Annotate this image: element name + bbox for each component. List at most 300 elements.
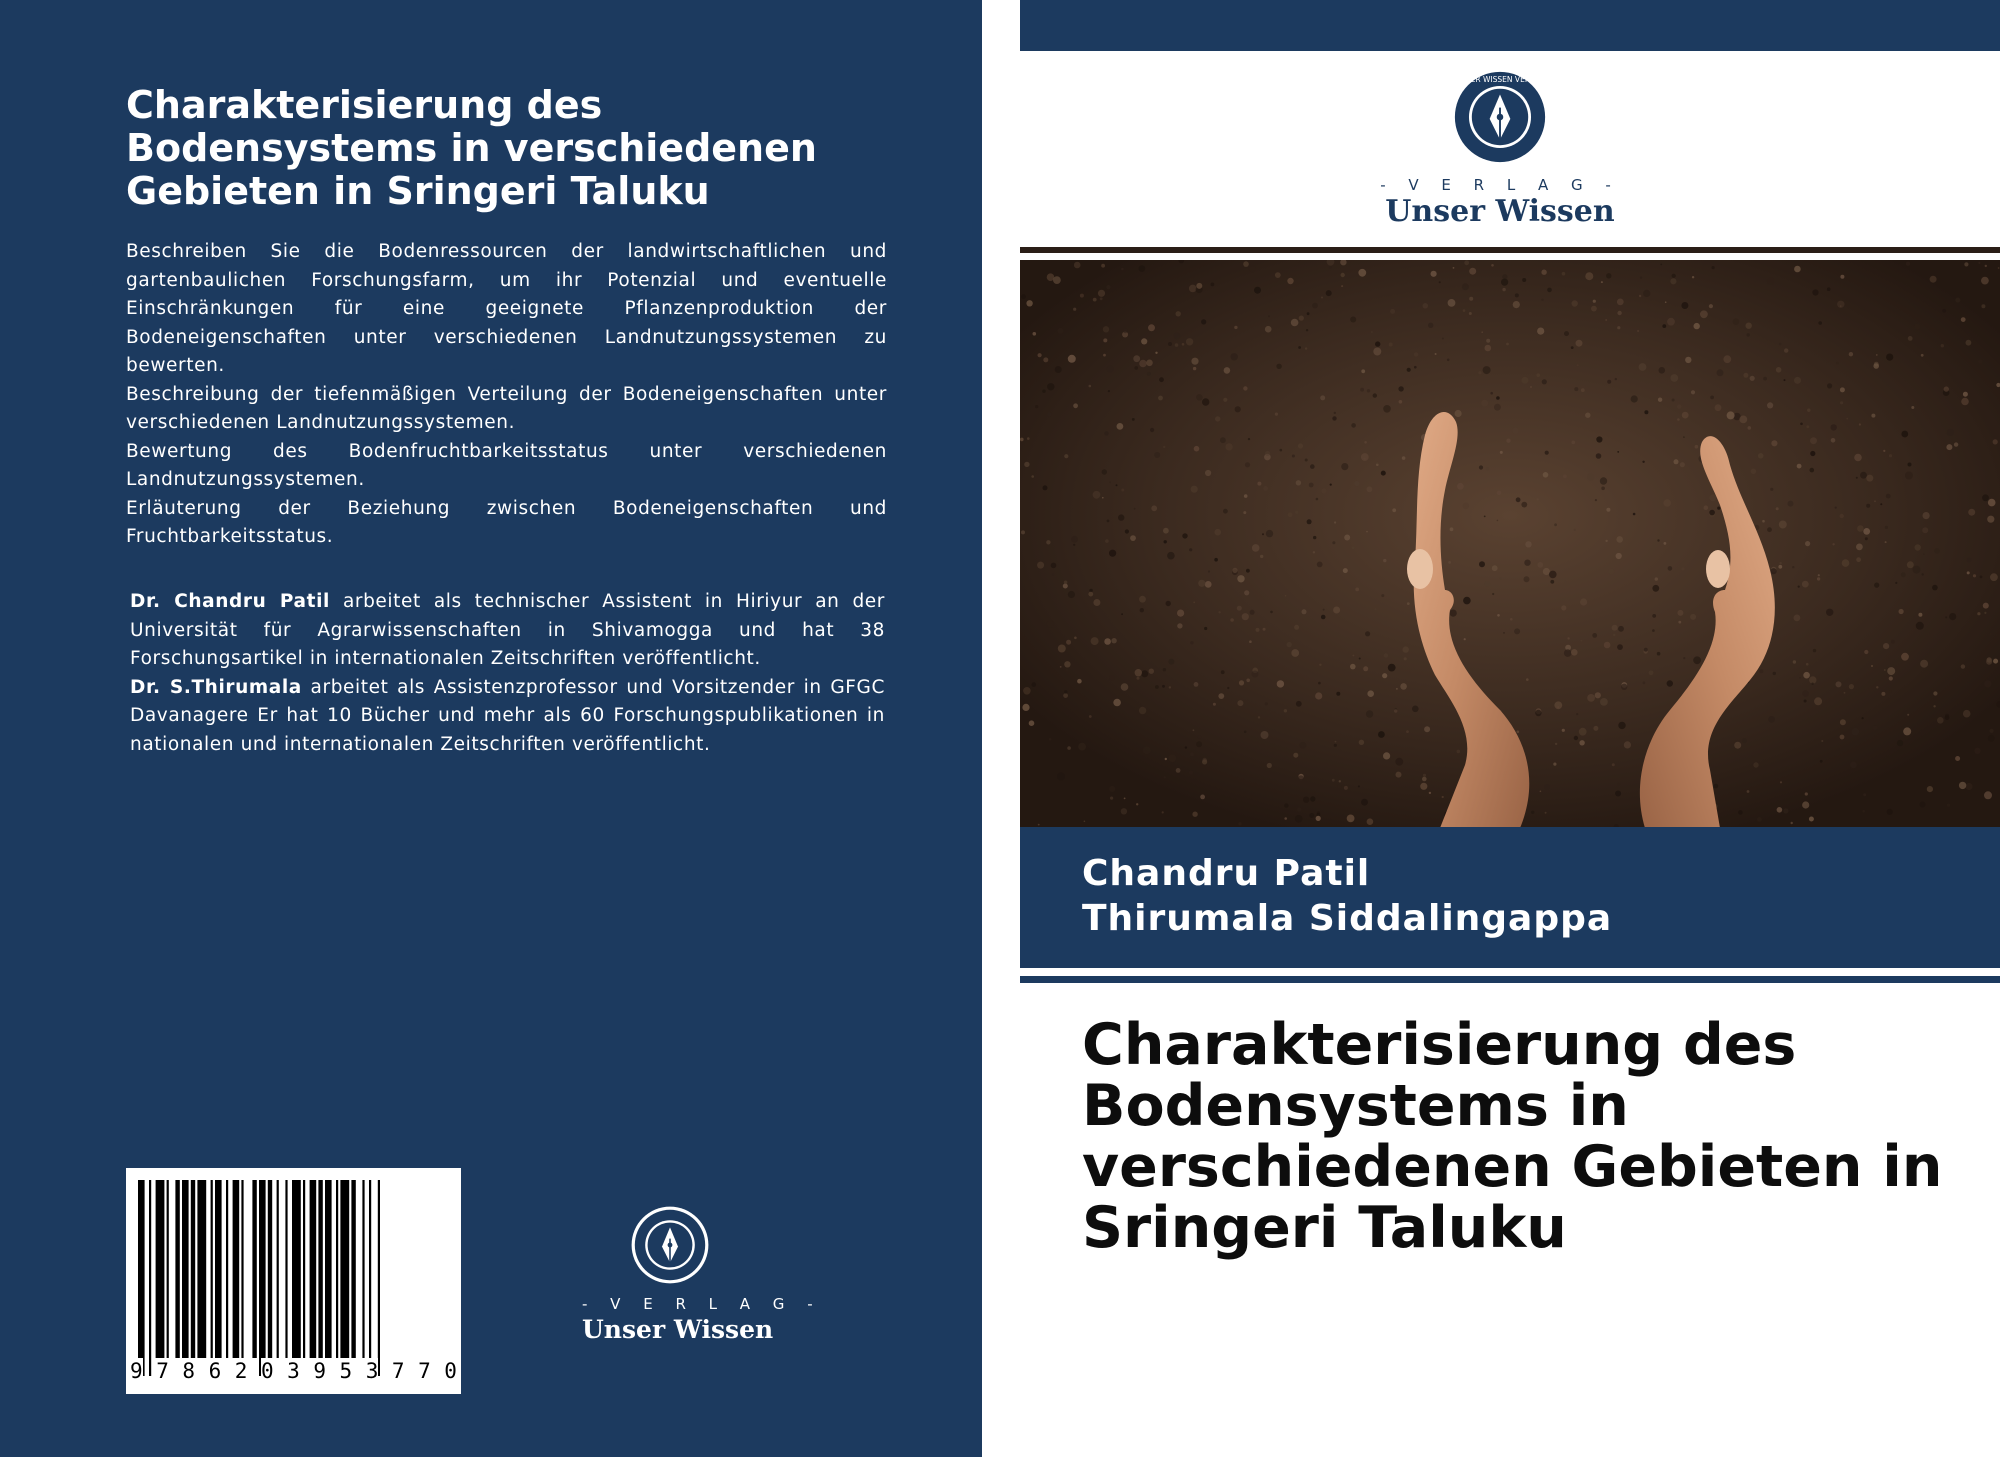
soil-speck [1642, 461, 1644, 463]
soil-speck [1334, 744, 1337, 747]
soil-speck [1373, 348, 1381, 356]
soil-speck [1201, 319, 1206, 324]
description-paragraph: Erläuterung der Beziehung zwischen Bodeneigenschaften und Fruchtbarkeitsstatus. [126, 497, 887, 547]
soil-speck [1101, 264, 1105, 268]
barcode-bar [325, 1180, 332, 1358]
soil-speck [1483, 366, 1491, 374]
soil-speck [1856, 477, 1858, 479]
soil-speck [1424, 726, 1430, 732]
soil-speck [1810, 437, 1817, 444]
barcode-bar [175, 1180, 179, 1358]
soil-speck [1100, 297, 1103, 300]
soil-speck [1294, 625, 1299, 630]
soil-speck [1284, 803, 1288, 807]
soil-speck [1232, 568, 1237, 573]
soil-speck [1762, 520, 1765, 523]
soil-speck [1587, 473, 1594, 480]
soil-speck [1235, 406, 1241, 412]
soil-speck [1134, 508, 1136, 510]
soil-speck [1576, 713, 1578, 715]
barcode-bar [362, 1180, 364, 1358]
soil-speck [1961, 398, 1969, 406]
soil-speck [1831, 424, 1837, 430]
soil-speck [1218, 693, 1224, 699]
soil-speck [1102, 469, 1107, 474]
soil-speck [1143, 746, 1151, 754]
soil-speck [1784, 379, 1786, 381]
soil-speck [1077, 679, 1082, 684]
soil-speck [1613, 634, 1615, 636]
soil-speck [1464, 638, 1466, 640]
soil-speck [1242, 613, 1249, 620]
soil-speck [1396, 772, 1402, 778]
soil-speck [1020, 438, 1024, 442]
isbn-number [126, 1358, 461, 1384]
soil-speck [1885, 526, 1888, 529]
soil-speck [1262, 533, 1264, 535]
soil-speck [1990, 729, 1994, 733]
soil-speck [1355, 588, 1359, 592]
right-thumbnail [1706, 550, 1730, 588]
soil-speck [1316, 498, 1319, 501]
soil-speck [1275, 413, 1278, 416]
author-bio-1-text: arbeitet als technischer Assistent in Hiriyur an der Universität für Agrarwissenschaften in Shivamogga und hat 38 Forschungsartikel in internationalen Zeitschriften veröffentlicht. [130, 591, 885, 669]
soil-speck [1571, 649, 1578, 656]
soil-speck [1593, 726, 1598, 731]
soil-speck [1964, 262, 1968, 266]
soil-speck [1961, 317, 1966, 322]
soil-speck [1513, 301, 1520, 308]
soil-speck [1700, 310, 1708, 318]
soil-speck [1840, 719, 1846, 725]
soil-speck [1117, 423, 1124, 430]
soil-hands-illustration [1020, 260, 2000, 828]
soil-speck [1612, 625, 1618, 631]
soil-speck [1500, 451, 1503, 454]
soil-speck [1190, 641, 1193, 644]
soil-speck [1464, 260, 1469, 265]
soil-speck [1158, 396, 1163, 401]
soil-speck [1284, 817, 1287, 820]
soil-speck [1491, 264, 1494, 267]
soil-speck [1309, 483, 1314, 488]
barcode-bar [277, 1180, 279, 1358]
soil-speck [1550, 580, 1554, 584]
soil-speck [1779, 343, 1782, 346]
soil-speck [1734, 742, 1741, 749]
soil-speck [1246, 679, 1250, 683]
soil-speck [1450, 610, 1457, 617]
soil-speck [1164, 540, 1167, 543]
soil-speck [1712, 266, 1715, 269]
soil-speck [1537, 562, 1543, 568]
isbn-digit: 7 [391, 1359, 405, 1383]
soil-speck [1525, 541, 1531, 547]
soil-speck [1046, 540, 1050, 544]
soil-speck [1543, 568, 1550, 575]
soil-speck [1606, 508, 1610, 512]
soil-speck [1250, 610, 1255, 615]
soil-speck [1530, 386, 1532, 388]
soil-speck [1984, 612, 1986, 614]
isbn-digit: 7 [156, 1359, 169, 1383]
soil-speck [1544, 784, 1550, 790]
soil-speck [1685, 357, 1691, 363]
soil-speck [1265, 451, 1270, 456]
soil-speck [1089, 715, 1092, 718]
soil-speck [1502, 274, 1507, 279]
soil-speck [1791, 822, 1793, 824]
soil-speck [1367, 690, 1374, 697]
soil-speck [1555, 743, 1557, 745]
soil-speck [1683, 657, 1685, 659]
soil-speck [1857, 525, 1864, 532]
soil-speck [1351, 423, 1356, 428]
soil-speck [1983, 409, 1985, 411]
barcode-bar [241, 1180, 243, 1358]
soil-speck [1354, 481, 1359, 486]
soil-speck [1383, 559, 1386, 562]
description-paragraph: Bewertung des Bodenfruchtbarkeitsstatus unter verschiedenen Landnutzungssystemen. [126, 440, 887, 490]
soil-speck [1109, 786, 1115, 792]
soil-speck [1315, 692, 1322, 699]
soil-speck [1592, 633, 1597, 638]
soil-speck [1988, 499, 1996, 507]
soil-speck [1237, 575, 1244, 582]
soil-speck [1047, 383, 1054, 390]
soil-speck [1078, 743, 1086, 751]
soil-speck [1365, 631, 1370, 636]
isbn-digit: 7 [418, 1359, 431, 1383]
soil-speck [1414, 352, 1418, 356]
soil-speck [1213, 703, 1216, 706]
soil-speck [1806, 663, 1809, 666]
soil-speck [1457, 483, 1464, 490]
soil-speck [1949, 613, 1956, 620]
soil-speck [1600, 477, 1607, 484]
soil-speck [1695, 445, 1699, 449]
soil-speck [1832, 543, 1834, 545]
soil-speck [1317, 811, 1320, 814]
soil-speck [1515, 293, 1519, 297]
soil-speck [1194, 682, 1199, 687]
soil-speck [1497, 520, 1499, 522]
soil-speck [1422, 777, 1427, 782]
soil-speck [1826, 609, 1833, 616]
soil-speck [1713, 594, 1715, 596]
soil-speck [1166, 601, 1171, 606]
isbn-digit: 3 [287, 1359, 300, 1383]
soil-speck [1103, 338, 1107, 342]
soil-speck [1431, 271, 1437, 277]
soil-speck [1214, 529, 1221, 536]
soil-speck [1922, 573, 1924, 575]
soil-speck [1836, 681, 1842, 687]
barcode-bar [259, 1180, 266, 1376]
soil-speck [1339, 780, 1341, 782]
soil-speck [1545, 451, 1549, 455]
barcode-bar [336, 1180, 338, 1358]
soil-speck [1993, 439, 1998, 444]
soil-speck [1810, 468, 1815, 473]
soil-speck [1089, 589, 1092, 592]
soil-speck [1854, 454, 1862, 462]
soil-speck [1874, 583, 1879, 588]
soil-speck [1071, 536, 1078, 543]
soil-speck [1835, 507, 1837, 509]
soil-speck [1168, 342, 1172, 346]
author-bios [130, 588, 885, 759]
soil-speck [1968, 509, 1975, 516]
soil-speck [1060, 666, 1062, 668]
soil-speck [1402, 456, 1406, 460]
soil-speck [1639, 295, 1641, 297]
soil-speck [1876, 354, 1878, 356]
soil-speck [1321, 615, 1326, 620]
soil-speck [1312, 303, 1318, 309]
soil-speck [1064, 661, 1070, 667]
soil-speck [1746, 323, 1752, 329]
soil-speck [1710, 396, 1714, 400]
soil-speck [1074, 637, 1077, 640]
soil-speck [1058, 328, 1064, 334]
soil-speck [1750, 376, 1755, 381]
verlag-label: - V E R L A G - [582, 1295, 822, 1313]
soil-speck [1831, 438, 1836, 443]
barcode-bar [285, 1180, 287, 1358]
soil-speck [1261, 731, 1269, 739]
soil-speck [1492, 593, 1494, 595]
soil-speck [1249, 640, 1252, 643]
soil-speck [1891, 640, 1895, 644]
soil-speck [1134, 366, 1138, 370]
soil-speck [1709, 304, 1713, 308]
soil-speck [1692, 276, 1694, 278]
soil-speck [1562, 729, 1565, 732]
soil-speck [1121, 683, 1129, 691]
soil-speck [1182, 533, 1187, 538]
soil-speck [1572, 300, 1578, 306]
soil-speck [1111, 335, 1113, 337]
isbn-digit: 0 [260, 1359, 274, 1383]
cover-photo-hands-soil [1020, 260, 2000, 828]
soil-speck [1903, 727, 1911, 735]
soil-speck [1758, 453, 1764, 459]
soil-speck [1715, 404, 1722, 411]
soil-speck [1313, 551, 1315, 553]
soil-speck [1771, 568, 1777, 574]
soil-speck [1414, 366, 1417, 369]
front-publisher-logo [1380, 70, 1620, 229]
soil-speck [1567, 637, 1569, 639]
soil-speck [1921, 354, 1924, 357]
soil-speck [1908, 463, 1912, 467]
soil-speck [1605, 319, 1607, 321]
soil-speck [1844, 692, 1846, 694]
isbn-digit: 2 [234, 1359, 248, 1383]
soil-speck [1243, 511, 1246, 514]
soil-speck [1447, 359, 1450, 362]
soil-speck [1332, 541, 1335, 544]
soil-speck [1751, 469, 1757, 475]
soil-speck [1237, 606, 1242, 611]
soil-speck [1561, 605, 1566, 610]
soil-speck [1574, 387, 1578, 391]
soil-speck [1536, 373, 1540, 377]
soil-speck [1102, 497, 1104, 499]
soil-speck [1802, 801, 1809, 808]
soil-speck [1123, 328, 1128, 333]
soil-speck [1155, 685, 1159, 689]
soil-speck [1053, 276, 1061, 284]
soil-speck [1198, 735, 1201, 738]
soil-speck [1978, 359, 1983, 364]
soil-speck [1190, 752, 1194, 756]
soil-speck [1806, 425, 1809, 428]
soil-speck [1265, 702, 1268, 705]
soil-speck [1885, 541, 1887, 543]
soil-speck [1709, 510, 1715, 516]
soil-speck [1615, 791, 1621, 797]
soil-speck [1064, 690, 1067, 693]
soil-speck [1821, 740, 1823, 742]
soil-speck [1543, 472, 1549, 478]
soil-speck [1942, 309, 1946, 313]
soil-speck [1469, 268, 1476, 275]
soil-speck [1367, 389, 1370, 392]
soil-speck [1330, 484, 1332, 486]
soil-speck [1947, 804, 1950, 807]
soil-speck [1802, 581, 1809, 588]
soil-speck [1932, 585, 1938, 591]
front-cover [1020, 0, 2000, 1457]
barcode-bar [167, 1180, 169, 1358]
soil-speck [1883, 450, 1885, 452]
soil-speck [1871, 414, 1875, 418]
soil-speck [1384, 653, 1388, 657]
soil-speck [1874, 362, 1879, 367]
soil-speck [1486, 467, 1490, 471]
soil-speck [1717, 369, 1724, 376]
soil-speck [1109, 550, 1116, 557]
soil-speck [1047, 621, 1054, 628]
soil-speck [1862, 810, 1865, 813]
soil-speck [1275, 272, 1281, 278]
soil-speck [1293, 753, 1298, 758]
soil-speck [1881, 692, 1885, 696]
soil-speck [1753, 762, 1758, 767]
soil-speck [1189, 548, 1192, 551]
soil-speck [1579, 740, 1584, 745]
soil-speck [1778, 565, 1782, 569]
soil-speck [1234, 326, 1237, 329]
soil-speck [1080, 294, 1084, 298]
soil-speck [1501, 279, 1508, 286]
soil-speck [1907, 714, 1909, 716]
soil-speck [1200, 795, 1205, 800]
soil-speck [1334, 521, 1336, 523]
soil-speck [1310, 464, 1315, 469]
soil-speck [1771, 440, 1777, 446]
soil-speck [1177, 623, 1182, 628]
soil-speck [1221, 670, 1225, 674]
soil-speck [1375, 341, 1380, 346]
soil-speck [1531, 588, 1533, 590]
soil-speck [1073, 544, 1075, 546]
soil-speck [1531, 811, 1534, 814]
soil-speck [1678, 621, 1681, 624]
soil-speck [1763, 377, 1767, 381]
soil-speck [1670, 374, 1678, 382]
soil-speck [1258, 716, 1260, 718]
soil-speck [1947, 429, 1954, 436]
soil-speck [1390, 309, 1395, 314]
front-cover-title: Charakterisierung des Bodensystems in verschiedenen Gebieten in Sringeri Taluku [1082, 1012, 1943, 1261]
soil-speck [1812, 289, 1818, 295]
soil-speck [1227, 687, 1229, 689]
soil-speck [1291, 319, 1299, 327]
soil-speck [1923, 553, 1925, 555]
soil-speck [1352, 547, 1355, 550]
soil-speck [1243, 386, 1247, 390]
soil-speck [1670, 278, 1676, 284]
soil-speck [1218, 611, 1220, 613]
soil-speck [1621, 684, 1627, 690]
soil-speck [1136, 803, 1138, 805]
soil-speck [1333, 607, 1340, 614]
soil-speck [1880, 503, 1882, 505]
soil-speck [1681, 302, 1688, 309]
author-name-2: Thirumala Siddalingappa [1082, 898, 1613, 939]
soil-speck [1793, 660, 1796, 663]
soil-speck [1412, 706, 1419, 713]
soil-speck [1186, 338, 1193, 345]
soil-speck [1547, 288, 1552, 293]
barcode-bar [149, 1180, 151, 1376]
soil-speck [1624, 741, 1631, 748]
soil-speck [1617, 299, 1624, 306]
soil-speck [1542, 379, 1547, 384]
soil-speck [1557, 706, 1559, 708]
soil-speck [1469, 312, 1472, 315]
soil-speck [1394, 709, 1397, 712]
soil-speck [1643, 681, 1646, 684]
soil-speck [1657, 539, 1659, 541]
soil-speck [1024, 462, 1029, 467]
soil-speck [1649, 670, 1654, 675]
soil-speck [1163, 446, 1165, 448]
soil-speck [1640, 276, 1642, 278]
soil-speck [1677, 418, 1680, 421]
soil-speck [1773, 672, 1776, 675]
soil-speck [1310, 796, 1315, 801]
soil-speck [1615, 378, 1617, 380]
soil-speck [1307, 312, 1310, 315]
soil-speck [1933, 691, 1937, 695]
soil-speck [1849, 352, 1853, 356]
soil-speck [1196, 741, 1202, 747]
soil-speck [1270, 611, 1273, 614]
soil-speck [1091, 637, 1099, 645]
barcode-bar [191, 1180, 195, 1358]
soil-speck [1021, 294, 1026, 299]
soil-speck [1124, 798, 1126, 800]
soil-speck [1448, 561, 1451, 564]
soil-speck [1103, 326, 1109, 332]
soil-speck [1776, 367, 1782, 373]
soil-speck [1052, 573, 1054, 575]
soil-speck [1371, 331, 1373, 333]
